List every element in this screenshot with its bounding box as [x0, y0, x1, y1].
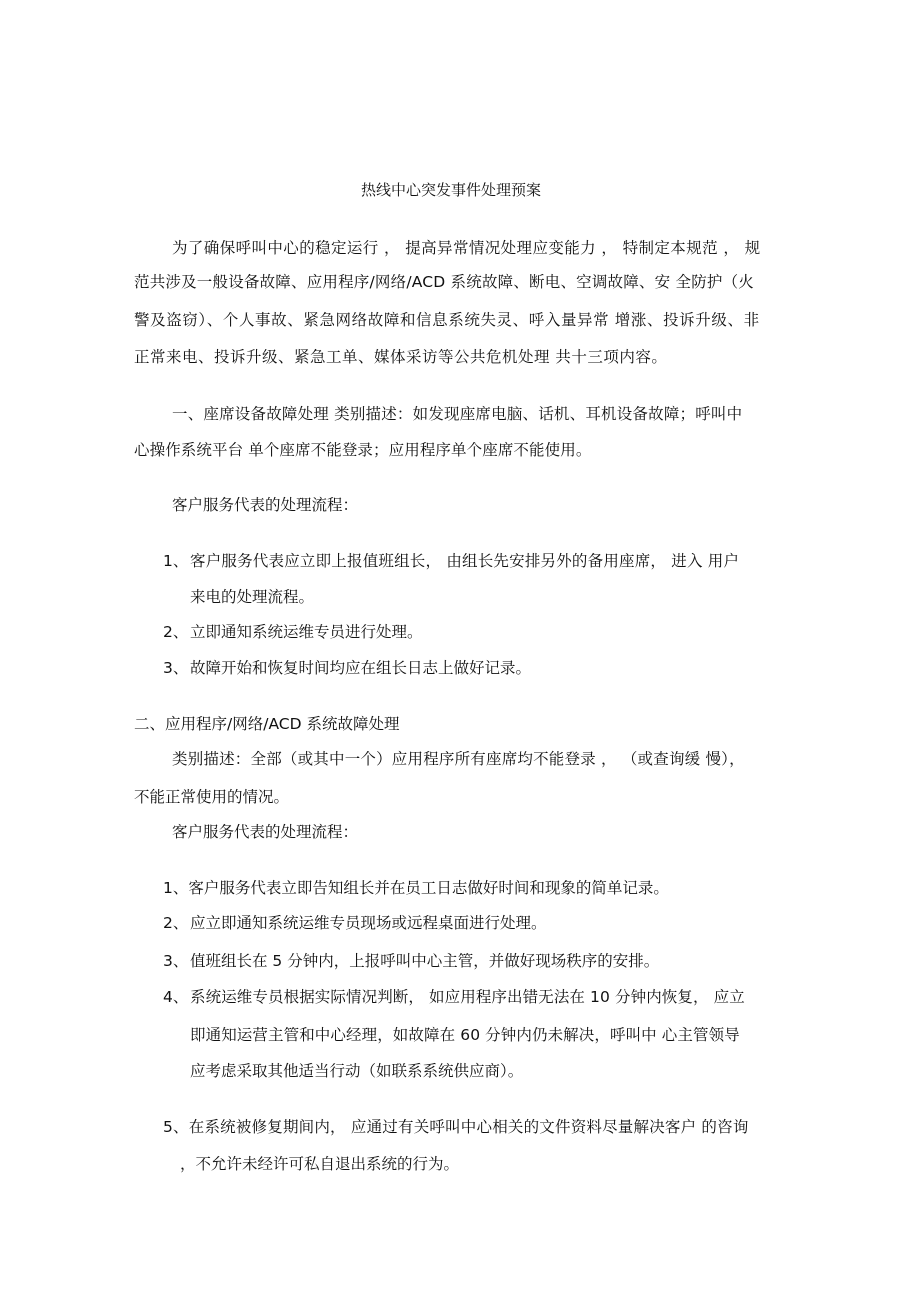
section2-description-line-2: 不能正常使用的情况。	[134, 788, 290, 806]
list-item-continuation: ，不允许未经许可私自退出系统的行为。	[180, 1155, 460, 1173]
document-title: 热线中心突发事件处理预案	[361, 181, 542, 199]
section1-process-heading: 客户服务代表的处理流程：	[172, 496, 359, 514]
list-item-continuation: 来电的处理流程。	[190, 588, 315, 606]
intro-line-1: 为了确保呼叫中心的稳定运行 ， 提高异常情况处理应变能力 ， 特制定本规范 ， 规	[172, 239, 761, 257]
list-item-number: 4、	[163, 988, 189, 1006]
list-item-number: 2、	[163, 914, 189, 932]
list-item-text: 系统运维专员根据实际情况判断， 如应用程序出错无法在 10 分钟内恢复， 应立	[190, 988, 745, 1006]
section1-line-2: 心操作系统平台 单个座席不能登录；应用程序单个座席不能使用。	[134, 441, 592, 459]
intro-line-4: 正常来电、投诉升级、紧急工单、媒体采访等公共危机处理 共十三项内容。	[134, 348, 668, 366]
list-item-number: 2、	[163, 623, 189, 641]
list-item-text: 故障开始和恢复时间均应在组长日志上做好记录。	[190, 659, 532, 677]
section2-description-line-1: 类别描述：全部（或其中一个）应用程序所有座席均不能登录 ， （或查询缓 慢），	[172, 750, 745, 768]
intro-line-3: 警及盗窃）、个人事故、紧急网络故障和信息系统失灵、呼入量异常 增涨、投诉升级、非	[134, 311, 760, 329]
list-item-number: 1、	[163, 552, 189, 570]
intro-line-2: 范共涉及一般设备故障、应用程序/网络/ACD 系统故障、断电、空调故障、安 全防护（火	[134, 273, 754, 291]
section2-process-heading: 客户服务代表的处理流程：	[172, 823, 359, 841]
list-item-continuation: 应考虑采取其他适当行动（如联系系统供应商）。	[190, 1062, 524, 1080]
list-item-text: 5、在系统被修复期间内， 应通过有关呼叫中心相关的文件资料尽量解决客户 的咨询	[163, 1118, 749, 1136]
list-item-text: 客户服务代表应立即上报值班组长， 由组长先安排另外的备用座席， 进入 用户	[190, 552, 740, 570]
list-item-text: 值班组长在 5 分钟内，上报呼叫中心主管，并做好现场秩序的安排。	[190, 952, 660, 970]
list-item-continuation: 即通知运营主管和中心经理，如故障在 60 分钟内仍未解决，呼叫中 心主管领导	[190, 1026, 740, 1044]
list-item-text: 应立即通知系统运维专员现场或远程桌面进行处理。	[190, 914, 547, 932]
section1-line-1: 一、座席设备故障处理 类别描述：如发现座席电脑、话机、耳机设备故障；呼叫中	[172, 405, 743, 423]
list-item-text: 立即通知系统运维专员进行处理。	[190, 623, 423, 641]
section2-heading: 二、应用程序/网络/ACD 系统故障处理	[134, 715, 400, 733]
list-item-number: 3、	[163, 952, 189, 970]
list-item-text: 1、客户服务代表立即告知组长并在员工日志做好时间和现象的简单记录。	[163, 879, 669, 897]
list-item-number: 3、	[163, 659, 189, 677]
